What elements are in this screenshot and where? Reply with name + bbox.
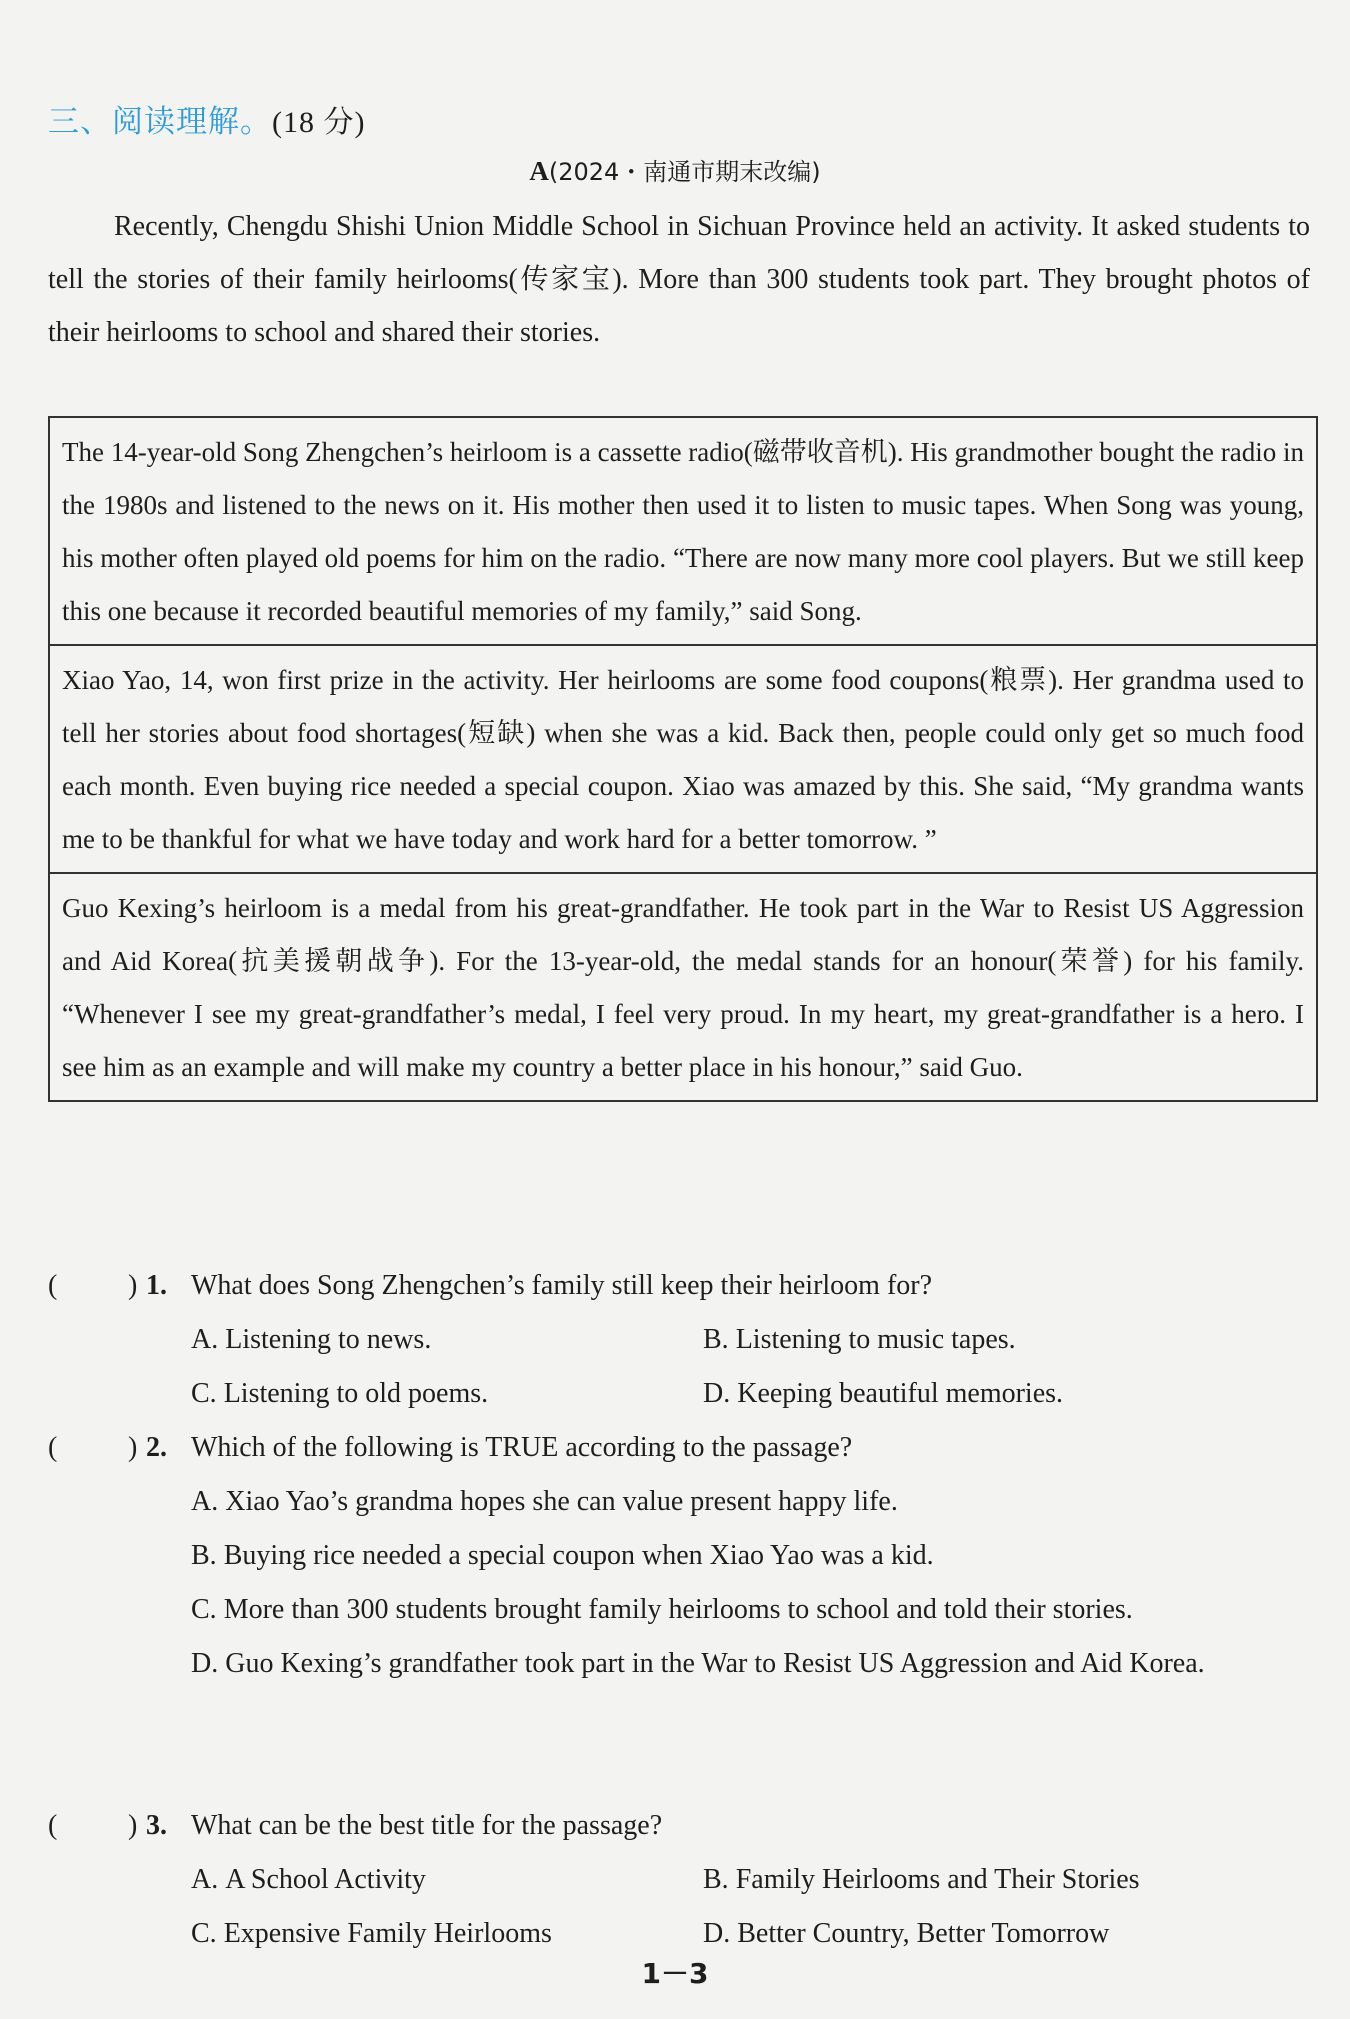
- page-number: 1－3: [641, 1957, 709, 1990]
- option-c[interactable]: C. Expensive Family Heirlooms: [191, 1918, 552, 1949]
- answer-paren-open[interactable]: (: [48, 1810, 58, 1841]
- option-d[interactable]: D. Better Country, Better Tomorrow: [703, 1918, 1110, 1949]
- option-b[interactable]: B. Listening to music tapes.: [703, 1324, 1016, 1355]
- question-number: 3.: [146, 1810, 167, 1841]
- question-text: What does Song Zhengchen’s family still keep their heirloom for?: [191, 1270, 933, 1301]
- option-c[interactable]: C. More than 300 students brought family heirlooms to school and told their stories.: [191, 1594, 1133, 1625]
- option-a[interactable]: A. Listening to news.: [191, 1324, 432, 1355]
- option-d[interactable]: D. Guo Kexing’s grandfather took part in the War to Resist US Aggression and Aid Korea.: [191, 1648, 1205, 1679]
- option-a[interactable]: A. A School Activity: [191, 1864, 426, 1895]
- story-box: [48, 416, 1318, 1102]
- passage-intro: Recently, Chengdu Shishi Union Middle School in Sichuan Province held an activity. It asked students to tell the stories of their family heirlooms(传家宝). More than 300 students took part. They brought photos of their heirlooms to school and shared their stories.: [48, 211, 1310, 348]
- passage-label: A: [529, 156, 549, 186]
- section-score: (18 分): [272, 106, 366, 139]
- story-guo: Guo Kexing’s heirloom is a medal from his great-grandfather. He took part in the War to Resist US Aggression and Aid Korea(抗美援朝战争). For the 13-year-old, the medal stands for an honour(荣誉) for his family. “Whenever I see my great-grandfather’s medal, I feel very proud. In my heart, my great-grandfather is a hero. I see him as an example and will make my country a better place in his honour,” said Guo.: [50, 872, 1316, 1100]
- question-text: What can be the best title for the passage?: [191, 1810, 663, 1841]
- question-text: Which of the following is TRUE according to the passage?: [191, 1432, 853, 1463]
- section-title: 三、阅读理解。: [48, 104, 272, 140]
- question-2: [48, 1421, 1328, 1691]
- question-3: [48, 1799, 1328, 1961]
- option-a[interactable]: A. Xiao Yao’s grandma hopes she can value present happy life.: [191, 1486, 898, 1517]
- story-song: The 14-year-old Song Zhengchen’s heirloom is a cassette radio(磁带收音机). His grandmother bought the radio in the 1980s and listened to the news on it. His mother then used it to listen to music tapes. When Song was young, his mother often played old poems for him on the radio. “There are now many more cool players. But we still keep this one because it recorded beautiful memories of my family,” said Song.: [62, 437, 1304, 626]
- option-b[interactable]: B. Family Heirlooms and Their Stories: [703, 1864, 1140, 1895]
- passage-title: [0, 152, 1350, 187]
- question-number: 1.: [146, 1270, 167, 1301]
- answer-paren-open[interactable]: (: [48, 1432, 58, 1463]
- question-3-stem: [48, 1799, 1328, 1853]
- story-xiao: Xiao Yao, 14, won first prize in the activity. Her heirlooms are some food coupons(粮票). Her grandma used to tell her stories about food shortages(短缺) when she was a kid. Back then, people could only get so much food each month. Even buying rice needed a special coupon. Xiao was amazed by this. She said, “My grandma wants me to be thankful for what we have today and work hard for a better tomorrow. ”: [50, 644, 1316, 872]
- option-c[interactable]: C. Listening to old poems.: [191, 1378, 489, 1409]
- question-1-stem: [48, 1259, 1328, 1313]
- option-row: [48, 1367, 1328, 1421]
- answer-paren-close: ): [128, 1432, 138, 1463]
- option-row: [48, 1853, 1328, 1907]
- answer-paren-close: ): [128, 1810, 138, 1841]
- option-row: [48, 1313, 1328, 1367]
- answer-paren-close: ): [128, 1270, 138, 1301]
- answer-paren-open[interactable]: (: [48, 1270, 58, 1301]
- option-b[interactable]: B. Buying rice needed a special coupon when Xiao Yao was a kid.: [191, 1540, 934, 1571]
- question-2-stem: [48, 1421, 1328, 1475]
- question-1: [48, 1259, 1328, 1421]
- question-number: 2.: [146, 1432, 167, 1463]
- option-d[interactable]: D. Keeping beautiful memories.: [703, 1378, 1064, 1409]
- section-heading: [48, 96, 365, 141]
- passage-source: (2024・南通市期末改编): [548, 158, 821, 186]
